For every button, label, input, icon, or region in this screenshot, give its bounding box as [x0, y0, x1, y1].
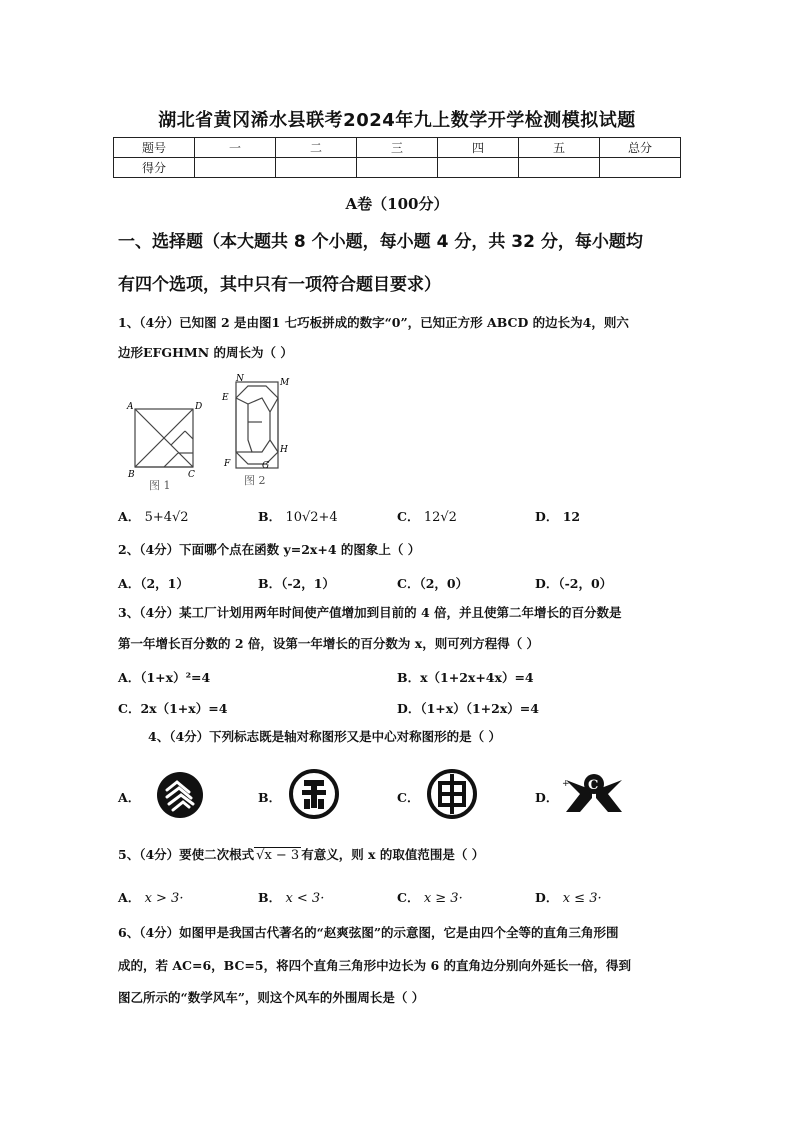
q3-option-b[interactable]: B．x（1+2x+4x）=4	[397, 670, 534, 685]
q3-line2: 第一年增长百分数的 2 倍，设第一年增长的百分数为 x，则可列方程得（ ）	[118, 636, 540, 651]
q1-option-a-label: A．	[118, 509, 141, 524]
section-a-title: A卷（100分）	[345, 195, 449, 213]
china-mobile-logo-icon	[155, 770, 205, 820]
q5-option-d[interactable]	[535, 888, 602, 906]
q3-option-d[interactable]: D．（1+x）（1+2x）=4	[397, 701, 539, 716]
q1-option-d[interactable]	[535, 507, 580, 525]
fig1-label-c: C	[188, 470, 195, 480]
q5-radical: √x − 3	[256, 848, 300, 863]
q1-figure-2	[218, 372, 298, 490]
svg-text:+: +	[562, 779, 570, 789]
q2-option-a[interactable]: A．（2，1）	[118, 576, 189, 591]
q1-option-c[interactable]	[397, 507, 457, 525]
svg-text:C: C	[588, 778, 599, 793]
q5-option-b-value: x < 3·	[285, 891, 325, 906]
score-cell[interactable]	[519, 158, 600, 178]
score-cell[interactable]	[600, 158, 681, 178]
q2-stem: 2、（4分）下面哪个点在函数 y=2x+4 的图象上（ ）	[118, 542, 421, 557]
q3-option-a[interactable]: A．（1+x）²=4	[118, 670, 211, 685]
fig2-caption: 图 2	[244, 474, 266, 487]
q5-option-a[interactable]	[118, 888, 183, 906]
score-table-header-row	[114, 138, 681, 158]
q1-line1: 1、（4分）已知图 2 是由图1 七巧板拼成的数字“0”，已知正方形 ABCD 的边长为4，则六	[118, 315, 629, 330]
q4-option-b-label[interactable]: B．	[258, 790, 282, 805]
part1-heading-line1: 一、选择题（本大题共 8 个小题，每小题 4 分，共 32 分，每小题均	[118, 232, 643, 252]
score-table-score-row	[114, 158, 681, 178]
fig2-label-f: F	[224, 459, 231, 469]
q2-option-b[interactable]: B．（-2，1）	[258, 576, 335, 591]
fig2-label-n: N	[236, 374, 244, 384]
q2-option-d[interactable]: D．（-2，0）	[535, 576, 613, 591]
q5-option-d-label: D．	[535, 890, 559, 905]
q5-option-c-label: C．	[397, 890, 420, 905]
q3-option-c[interactable]: C．2x（1+x）=4	[118, 701, 228, 716]
q1-option-b-label: B．	[258, 509, 282, 524]
part1-heading-line2: 有四个选项，其中只有一项符合题目要求）	[118, 275, 441, 295]
q4-option-a-label[interactable]: A．	[118, 790, 141, 805]
q1-option-d-value: 12	[562, 509, 581, 524]
q1-option-c-value: 12√2	[423, 510, 457, 525]
fig2-label-g: G	[262, 461, 270, 471]
q1-line2: 边形EFGHMN 的周长为（ ）	[118, 345, 293, 360]
fig1-label-b: B	[128, 470, 135, 480]
fig2-label-m: M	[280, 378, 290, 388]
icbc-bank-logo-icon	[288, 768, 340, 820]
q5-stem	[118, 840, 684, 871]
fig1-label-a: A	[127, 402, 134, 412]
q1-option-b-value: 10√2+4	[285, 510, 338, 525]
fig2-label-e: E	[222, 393, 229, 403]
q5-option-b-label: B．	[258, 890, 282, 905]
q5-option-c-value: x ≥ 3·	[423, 891, 463, 906]
q5-option-a-value: x > 3·	[144, 891, 184, 906]
score-cell[interactable]	[438, 158, 519, 178]
q4-stem: 4、（4分）下列标志既是轴对称图形又是中心对称图形的是（ ）	[148, 729, 501, 744]
score-cell[interactable]	[357, 158, 438, 178]
q1-option-c-label: C．	[397, 509, 420, 524]
q5-option-a-label: A．	[118, 890, 141, 905]
q6-line3: 图乙所示的“数学风车”，则这个风车的外围周长是（ ）	[118, 990, 425, 1005]
q6-line2: 成的，若 AC=6，BC=5，将四个直角三角形中边长为 6 的直角边分别向外延长一倍，得到	[118, 958, 631, 973]
q5-stem-before: 5、（4分）要使二次根式	[118, 847, 255, 862]
score-header-cell: 四	[438, 138, 519, 158]
q5-option-b[interactable]	[258, 888, 324, 906]
agricultural-bank-logo-icon	[562, 768, 626, 820]
q1-option-d-label: D．	[535, 509, 559, 524]
score-header-cell: 总分	[600, 138, 681, 158]
q2-option-c[interactable]: C．（2，0）	[397, 576, 469, 591]
fig1-label-d: D	[195, 402, 203, 412]
q4-option-d-label[interactable]: D．	[535, 790, 559, 805]
q1-option-b[interactable]	[258, 507, 338, 525]
score-cell[interactable]	[195, 158, 276, 178]
score-header-cell: 一	[195, 138, 276, 158]
q3-line1: 3、（4分）某工厂计划用两年时间使产值增加到目前的 4 倍，并且使第二年增长的百分数是	[118, 605, 622, 620]
q1-figure-1	[125, 395, 205, 495]
score-header-cell: 五	[519, 138, 600, 158]
q5-option-d-value: x ≤ 3·	[562, 891, 602, 906]
fig2-label-h: H	[280, 445, 288, 455]
score-header-cell: 三	[357, 138, 438, 158]
page-title: 湖北省黄冈浠水县联考2024年九上数学开学检测模拟试题	[158, 110, 636, 131]
score-row-label: 得分	[114, 158, 195, 178]
score-header-cell: 二	[276, 138, 357, 158]
fig1-caption: 图 1	[149, 479, 171, 492]
bank-of-china-logo-icon	[426, 768, 478, 820]
q5-stem-after: 有意义，则 x 的取值范围是（ ）	[301, 847, 485, 862]
score-cell[interactable]	[276, 158, 357, 178]
q1-option-a[interactable]	[118, 507, 189, 525]
q1-option-a-value: 5+4√2	[144, 510, 189, 525]
score-header-cell: 题号	[114, 138, 195, 158]
q6-line1: 6、（4分）如图甲是我国古代著名的“赵爽弦图”的示意图，它是由四个全等的直角三角形围	[118, 925, 619, 940]
q5-option-c[interactable]	[397, 888, 463, 906]
score-table	[113, 137, 681, 178]
q4-option-c-label[interactable]: C．	[397, 790, 420, 805]
